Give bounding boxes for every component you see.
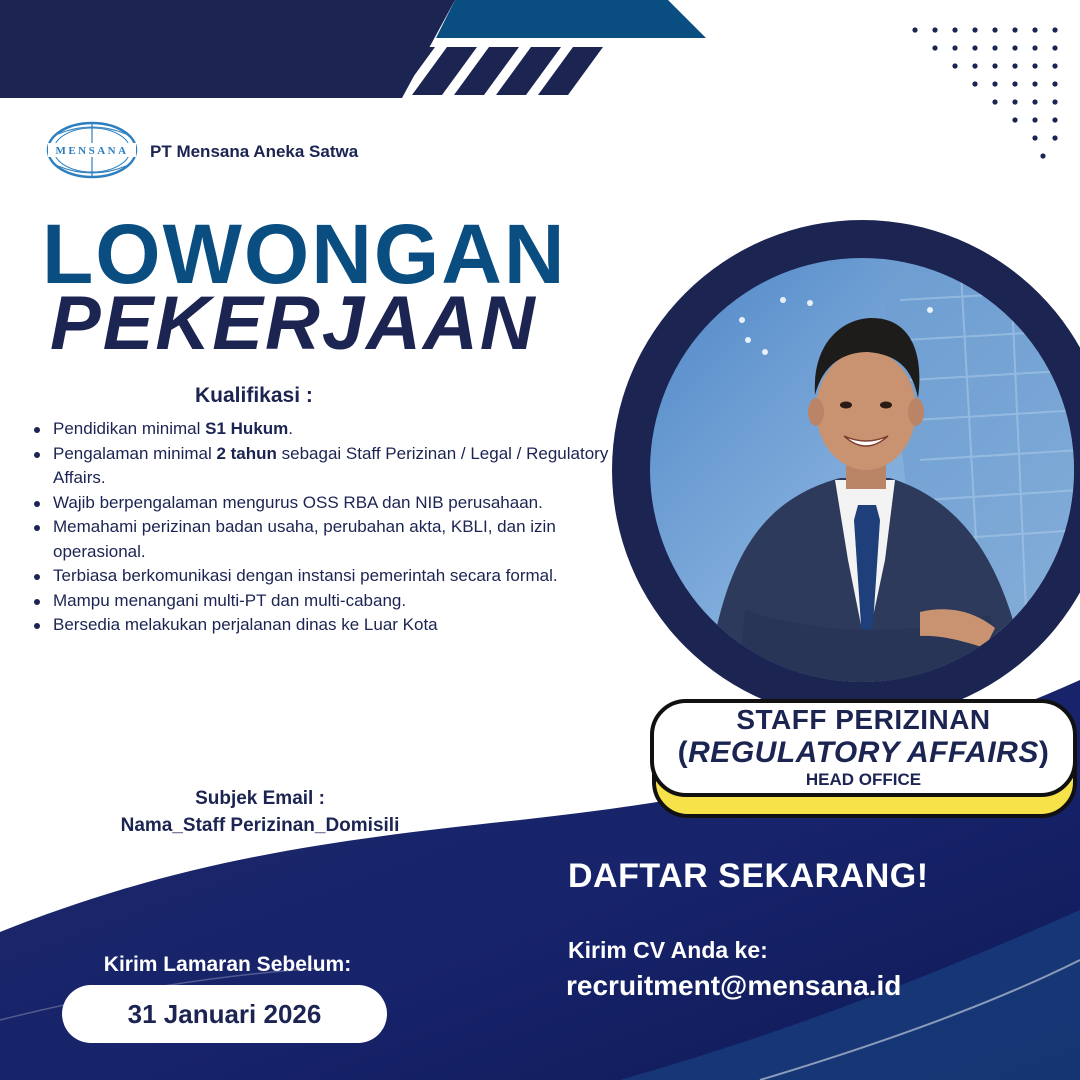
top-stripes: [370, 47, 603, 95]
company-name: PT Mensana Aneka Satwa: [150, 142, 359, 161]
qualification-item: Terbiasa berkomunikasi dengan instansi pemerintah secara formal.: [30, 564, 610, 589]
top-blue-band: [436, 0, 706, 38]
email-subject-label: Subjek Email :: [195, 788, 325, 809]
cta-send-label: Kirim CV Anda ke:: [568, 937, 768, 963]
qualification-item: Bersedia melakukan perjalanan dinas ke Luar Kota: [30, 613, 610, 638]
qualifications-heading: Kualifikasi :: [195, 384, 313, 407]
deadline-label: Kirim Lamaran Sebelum:: [103, 953, 352, 976]
company-logo: [44, 120, 140, 180]
cta-email[interactable]: recruitment@mensana.id: [566, 970, 902, 1001]
qualification-item: Wajib berpengalaman mengurus OSS RBA dan NIB perusahaan.: [30, 491, 610, 516]
qualification-item: Pendidikan minimal S1 Hukum.: [30, 417, 610, 442]
deadline-date: 31 Januari 2026: [62, 985, 387, 1043]
cta-headline: DAFTAR SEKARANG!: [568, 857, 929, 895]
qualification-item: Pengalaman minimal 2 tahun sebagai Staff Perizinan / Legal / Regulatory Affairs.: [30, 442, 610, 491]
logo-text: MENSANA: [55, 145, 129, 157]
headline-line1: LOWONGAN: [42, 207, 567, 301]
qualifications-list: [30, 417, 610, 638]
position-subtitle: (REGULATORY AFFAIRS): [677, 736, 1050, 769]
email-subject-value: Nama_Staff Perizinan_Domisili: [120, 815, 400, 836]
qualification-item: Mampu menangani multi-PT dan multi-cabang.: [30, 589, 610, 614]
qualification-item: Memahami perizinan badan usaha, perubahan akta, KBLI, dan izin operasional.: [30, 515, 610, 564]
position-location: HEAD OFFICE: [805, 770, 922, 789]
headline-line2: PEKERJAAN: [50, 281, 537, 366]
position-title: STAFF PERIZINAN: [736, 704, 991, 735]
